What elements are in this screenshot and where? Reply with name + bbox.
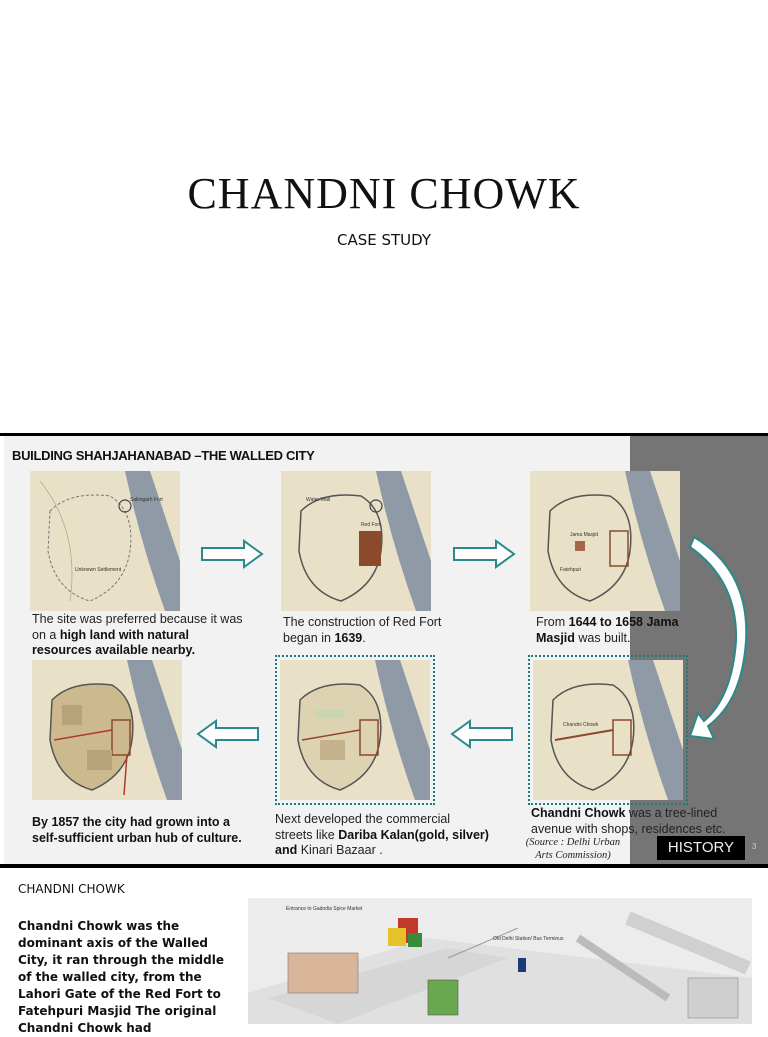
caption-jama-masjid: From 1644 to 1658 Jama Masjid was built. <box>536 615 679 645</box>
map-label-fatehpuri: Fatehpuri <box>560 567 582 573</box>
map-red-fort <box>281 471 431 611</box>
slide-bottom-bar <box>0 864 768 868</box>
slide-page-number: 3 <box>752 842 757 851</box>
map-label-settlement: Unknown Settlement <box>75 567 122 573</box>
arrow-right-icon <box>452 539 516 569</box>
history-slide <box>0 433 768 868</box>
slide-heading: BUILDING SHAHJAHANABAD –THE WALLED CITY <box>12 448 315 463</box>
arrow-left-icon <box>196 719 260 749</box>
map-site <box>30 471 180 611</box>
caption-chandni-chowk: Chandni Chowk was a tree-lined avenue with shops, residences etc. <box>531 806 726 836</box>
page-title: CHANDNI CHOWK <box>187 169 581 218</box>
map-jama-masjid <box>530 471 680 611</box>
caption-site: The site was preferred because it was on a high land with natural resources available nearby. <box>32 612 243 657</box>
map-label-jama: Jama Masjid <box>570 532 599 538</box>
street-illustration <box>248 898 752 1024</box>
map-label-water-wall: Water Wall <box>306 497 331 503</box>
caption-1857: By 1857 the city had grown into a self-sufficient urban hub of culture. <box>32 815 242 845</box>
section-body: Chandni Chowk was the dominant axis of the Walled City, it ran through the middle of the walled city, from the Lahori Gate of the Red Fort to Fatehpuri Masjid The original Chandni Chowk had <box>18 919 224 1035</box>
illus-label-station: Old Delhi Station/ Bus Terminus <box>493 936 564 942</box>
caption-red-fort: The construction of Red Fort began in 1639. <box>283 615 442 645</box>
map-chandni-chowk <box>533 660 683 800</box>
map-1857-city <box>32 660 182 800</box>
source-note: (Source : Delhi Urban Arts Commission) <box>525 837 621 861</box>
caption-commercial-streets: Next developed the commercial streets like Dariba Kalan(gold, silver) and Kinari Bazaar . <box>275 812 489 857</box>
page-subtitle: CASE STUDY <box>336 231 432 249</box>
history-tag: HISTORY <box>657 836 745 860</box>
map-commercial-streets <box>280 660 430 800</box>
arrow-left-icon <box>450 719 514 749</box>
map-label-red-fort: Red Fort <box>361 522 381 528</box>
illus-label-spice: Entrance to Gadodia Spice Market <box>286 906 363 912</box>
map-label-salimgarh: Salimgarh Fort <box>130 497 163 503</box>
map-label-chandni: Chandni Chowk <box>563 722 599 728</box>
arrow-right-icon <box>200 539 264 569</box>
section-label: CHANDNI CHOWK <box>18 882 125 896</box>
